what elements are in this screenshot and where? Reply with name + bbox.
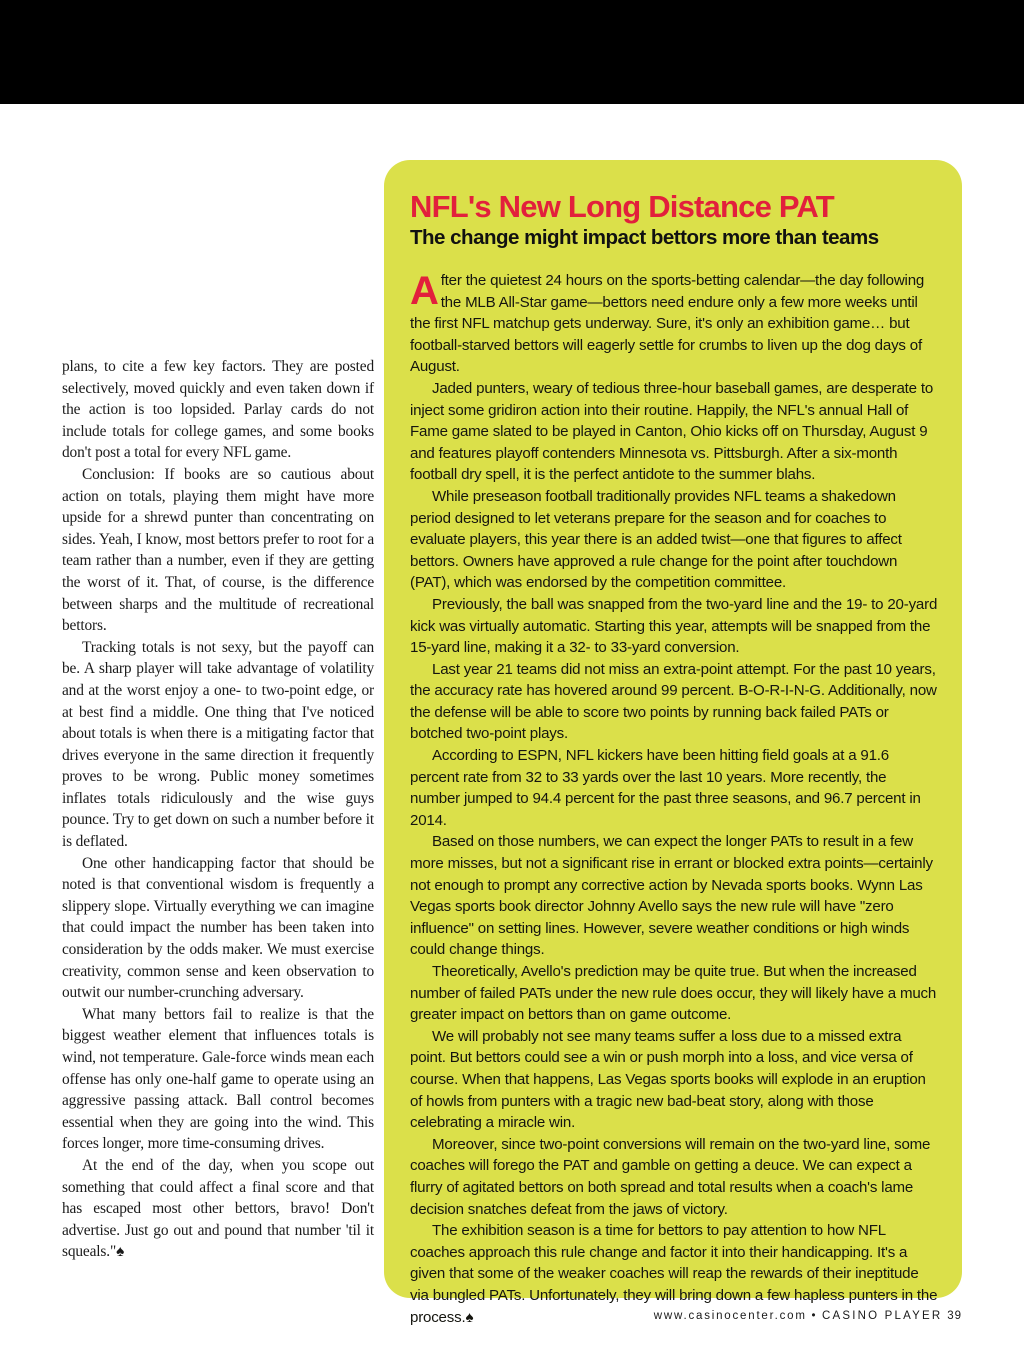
sidebar-paragraph-1 [410, 270, 938, 378]
sidebar-subhead: The change might impact bettors more than teams [410, 226, 879, 249]
drop-cap-letter: A [410, 269, 439, 313]
sidebar-body-text [410, 270, 938, 1328]
footer-page-number: 39 [947, 1310, 962, 1322]
left-paragraph-3: Tracking totals is not sexy, but the payoff can be. A sharp player will take advantage of volatility and at the worst enjoy a one- to two-point edge, or at best find a middle. One thing that I've noticed about totals is when there is a mitigating factor that drives everyone in the same direction it frequently proves to be wrong. Public money sometimes inflates totals ridiculously and the wise guys pounce. Try to get down on such a number before it is deflated. [62, 638, 374, 851]
footer-separator: • [811, 1310, 818, 1322]
sidebar-paragraph-1-text: fter the quietest 24 hours on the sports-betting calendar—the day following the MLB All-Star game—bettors need endure only a few more weeks until the first NFL matchup gets underway. Sure, it's only an exhibition game… but football-starved bettors will eagerly settle for crumbs to liven up the dog days of August. [410, 272, 925, 376]
sidebar-paragraph-4: Previously, the ball was snapped from the two-yard line and the 19- to 20-yard kick was virtually automatic. Starting this year, attempts will be snapped from the 15-yard line, making it a 32- to 33-yard conversion. [410, 595, 938, 657]
sidebar-paragraph-2: Jaded punters, weary of tedious three-hour baseball games, are desperate to inject some gridiron action into their routine. Happily, the NFL's annual Hall of Fame game slated to be played in Canton, Ohio kicks off on Thursday, August 9 and features playoff contenders Minnesota vs. Pittsburgh. After a six-month football dry spell, it is the perfect antidote to the summer blahs. [410, 379, 934, 484]
sidebar-paragraph-9: We will probably not see many teams suffer a loss due to a missed extra point. But bettors could see a win or push morph into a loss, and vice versa of course. When that happens, Las Vegas sports books will explode in an eruption of howls from punters with a tragic new bad-beat story, along with those celebrating a miracle win. [410, 1027, 926, 1132]
left-paragraph-6: At the end of the day, when you scope out something that could affect a final score and that has escaped most other bettors, bravo! Don't advertise. Just go out and pound that number 'til it squeals."♠ [62, 1156, 374, 1261]
sidebar-paragraph-7: Based on those numbers, we can expect the longer PATs to result in a few more misses, but not a significant rise in errant or blocked extra points—certainly not enough to prompt any corrective action by Nevada sports books. Wynn Las Vegas sports book director Johnny Avello says the new rule will have "zero influence" on setting lines. However, severe weather conditions or high winds could change things. [410, 833, 933, 959]
sidebar-content [410, 190, 938, 1328]
footer-magazine-name: CASINO PLAYER [821, 1310, 943, 1322]
sidebar-paragraph-11: The exhibition season is a time for bettors to pay attention to how NFL coaches approach this rule change and factor it into their handicapping. It's a given that some of the weaker coaches will reap the rewards of their ineptitude via bungled PATs. Unfortunately, they will bring down a few hapless punters in the process.♠ [410, 1222, 938, 1326]
sidebar-headline: NFL's New Long Distance PAT [410, 189, 834, 224]
sidebar-paragraph-8: Theoretically, Avello's prediction may be quite true. But when the increased number of failed PATs under the new rule does occur, they will likely have a much greater impact on bettors than on game outcome. [410, 963, 937, 1024]
sidebar-paragraph-3: While preseason football traditionally provides NFL teams a shakedown period designed to let veterans prepare for the season and for coaches to evaluate players, this year there is an added twist—one that figures to affect bettors. Owners have approved a rule change for the point after touchdown (PAT), which was endorsed by the competition committee. [410, 487, 902, 592]
left-paragraph-2: Conclusion: If books are so cautious about action on totals, playing them might have more upside for a shrewd punter than concentrating on sides. Yeah, I know, most bettors prefer to root for a team rather than a number, even if they are getting the worst of it. That, of course, is the difference between sharps and the multitude of recreational bettors. [62, 465, 374, 635]
top-black-bar [0, 0, 1024, 104]
page-footer [0, 1310, 1024, 1322]
sidebar-paragraph-6: According to ESPN, NFL kickers have been hitting field goals at a 91.6 percent rate from 32 to 33 yards over the last 10 years. More recently, the number jumped to 94.4 percent for the past three seasons, and 96.7 percent in 2014. [410, 747, 921, 829]
left-paragraph-1: plans, to cite a few key factors. They are posted selectively, moved quickly and even taken down if the action is too lopsided. Parlay cards do not include totals for college games, and some books don't post a total for every NFL game. [62, 358, 374, 462]
sidebar-paragraph-5: Last year 21 teams did not miss an extra-point attempt. For the past 10 years, the accuracy rate has hovered around 99 percent. B-O-R-I-N-G. Additionally, now the defense will be able to score two points by running back failed PATs or botched two-point plays. [410, 660, 937, 743]
sidebar-paragraph-10: Moreover, since two-point conversions will remain on the two-yard line, some coaches will forego the PAT and gamble on getting a deuce. We can expect a flurry of agitated bettors on both spread and total results when a coach's lame decision snatches defeat from the jaws of victory. [410, 1135, 931, 1218]
left-paragraph-5: What many bettors fail to realize is that the biggest weather element that influences totals is wind, not temperature. Gale-force winds mean each offense has only one-half game to operate using an aggressive passing attack. Ball control becomes essential when they are going into the wind. This forces longer, more time-consuming drives. [62, 1005, 374, 1153]
left-article-column [62, 356, 374, 1263]
left-paragraph-4: One other handicapping factor that should be noted is that conventional wisdom is frequently a slippery slope. Virtually everything we can imagine that could impact the number has been taken into consideration by the odds maker. We must exercise creativity, common sense and keen observation to outwit our number-crunching adversary. [62, 854, 374, 1002]
footer-website: www.casinocenter.com [653, 1310, 807, 1322]
